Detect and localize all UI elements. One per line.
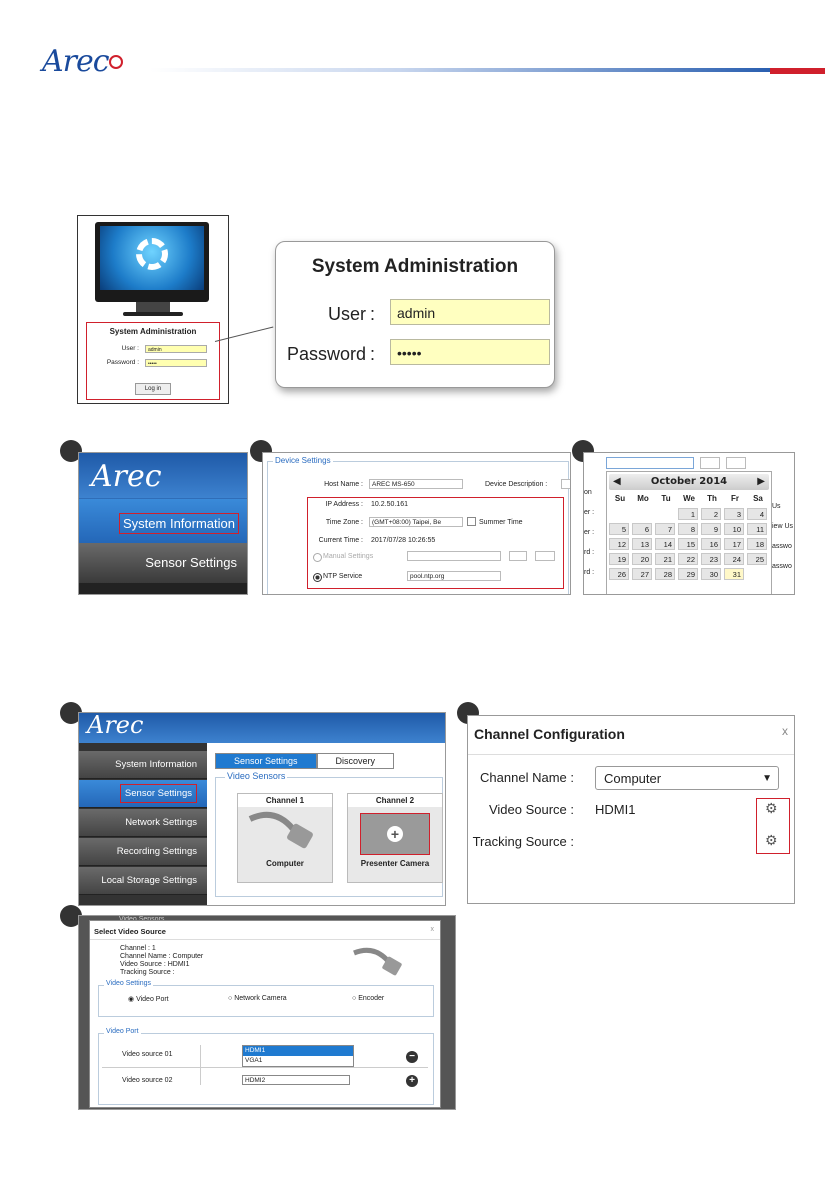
weekday-label: Sa xyxy=(753,494,763,503)
close-icon[interactable]: x xyxy=(782,724,788,738)
nav-panel-screenshot: Arec System Information Sensor Settings xyxy=(78,452,248,595)
manual-settings-radio[interactable] xyxy=(313,553,322,562)
password-input[interactable]: ••••• xyxy=(145,359,207,367)
sidebar-item-local-storage-settings[interactable]: Local Storage Settings xyxy=(79,867,207,895)
time-zone-select[interactable]: (GMT+08:00) Taipei, Be xyxy=(369,517,463,527)
calendar-day[interactable]: 25 xyxy=(747,553,767,565)
weekday-label: Tu xyxy=(661,494,671,503)
calendar-screenshot: on er : er : rd : rd : Us iew Us asswo asswo ◀ October 2014 ▶ Su Mo Tu We Th Fr Sa 1 2 3 4 5 6 7 8 9 10 11 12 13 14 15 16 17 18 19 20 21 22 23 24 25 26 27 28 29 30 31 xyxy=(583,452,795,595)
login-screenshot xyxy=(77,215,229,404)
calendar-day[interactable]: 17 xyxy=(724,538,744,550)
nav-sensor-settings[interactable]: Sensor Settings xyxy=(79,543,247,583)
select-video-source-screenshot xyxy=(78,915,456,1110)
calendar-day[interactable]: 23 xyxy=(701,553,721,565)
calendar-day[interactable]: 21 xyxy=(655,553,675,565)
calendar-day[interactable]: 14 xyxy=(655,538,675,550)
password-input-zoom[interactable]: ••••• xyxy=(390,339,550,365)
calendar-day[interactable]: 20 xyxy=(632,553,652,565)
gear-icon[interactable]: ⚙ xyxy=(765,832,778,848)
calendar-day[interactable]: 13 xyxy=(632,538,652,550)
calendar-day[interactable]: 11 xyxy=(747,523,767,535)
tab-discovery[interactable]: Discovery xyxy=(317,753,395,769)
chevron-down-icon: ▼ xyxy=(762,773,772,784)
video-source-01-dropdown[interactable] xyxy=(242,1045,354,1067)
weekday-label: We xyxy=(683,494,695,503)
device-description-input[interactable] xyxy=(561,479,571,489)
calendar-day[interactable]: 27 xyxy=(632,568,652,580)
gear-icon[interactable]: ⚙ xyxy=(765,800,778,816)
calendar-day[interactable]: 15 xyxy=(678,538,698,550)
option-vga1[interactable]: VGA1 xyxy=(245,1057,263,1064)
weekday-label: Fr xyxy=(731,494,739,503)
close-icon[interactable]: x xyxy=(430,926,434,933)
weekday-label: Mo xyxy=(637,494,649,503)
gear-icon xyxy=(136,238,168,270)
remove-source-icon[interactable]: − xyxy=(406,1051,418,1063)
calendar-day[interactable]: 8 xyxy=(678,523,698,535)
video-source-02-select[interactable]: HDMI2 xyxy=(242,1075,350,1085)
sidebar xyxy=(79,743,207,905)
calendar-day[interactable]: 3 xyxy=(724,508,744,520)
calendar-day[interactable]: 6 xyxy=(632,523,652,535)
summer-time-checkbox[interactable] xyxy=(467,517,476,526)
ntp-service-radio[interactable] xyxy=(313,573,322,582)
manual-date-input[interactable] xyxy=(407,551,501,561)
arec-logo: Arec xyxy=(42,44,123,79)
tab-sensor-settings[interactable]: Sensor Settings xyxy=(215,753,317,769)
monitor-graphic xyxy=(95,222,209,302)
header-rule xyxy=(150,68,770,72)
channel-name-select[interactable]: Computer ▼ xyxy=(595,766,779,790)
ntp-server-select[interactable]: pool.ntp.org xyxy=(407,571,501,581)
user-input-zoom[interactable]: admin xyxy=(390,299,550,325)
calendar-day[interactable]: 10 xyxy=(724,523,744,535)
manual-minute-input[interactable] xyxy=(535,551,555,561)
device-settings-screenshot: Device Settings Host Name : AREC MS-650 Device Description : IP Address : 10.2.50.161 Time Zone : (GMT+08:00) Taipei, Be Summer Time Current Time : 2017/07/28 10:26:55 Manual Settings NTP Service pool.ntp.org xyxy=(262,452,571,595)
tab-bar xyxy=(215,751,394,769)
weekday-label: Su xyxy=(614,494,626,503)
add-source-icon[interactable]: + xyxy=(406,1075,418,1087)
manual-hour-input[interactable] xyxy=(509,551,527,561)
calendar-day[interactable]: 7 xyxy=(655,523,675,535)
calendar-day[interactable]: 30 xyxy=(701,568,721,580)
date-picker: ◀ October 2014 ▶ Su Mo Tu We Th Fr Sa 1 2 3 4 5 6 7 8 9 10 11 12 13 14 15 16 17 18 19 20 21 22 23 24 25 26 27 28 29 30 31 xyxy=(606,471,772,595)
calendar-day[interactable]: 29 xyxy=(678,568,698,580)
user-input[interactable]: admin xyxy=(145,345,207,353)
minute-input[interactable] xyxy=(726,457,746,469)
hdmi-cable-icon xyxy=(238,807,332,859)
calendar-day[interactable]: 26 xyxy=(609,568,629,580)
header-accent-bar xyxy=(770,68,825,74)
weekday-label: Th xyxy=(707,494,717,503)
sensor-settings-screenshot: Arec System Information Sensor Settings Network Settings Recording Settings Local Storage Settings Sensor Settings Discovery Video Sensors Channel 1 Computer Channel 2 + Presenter Camera xyxy=(78,712,446,906)
calendar-day[interactable]: 12 xyxy=(609,538,629,550)
calendar-day[interactable]: 9 xyxy=(701,523,721,535)
sidebar-item-system-information[interactable]: System Information xyxy=(79,751,207,779)
login-form: System Administration User : admin Password : ••••• Log in xyxy=(86,322,220,400)
next-month-icon[interactable]: ▶ xyxy=(757,476,765,487)
host-name-input[interactable]: AREC MS-650 xyxy=(369,479,463,489)
calendar-day[interactable]: 31 xyxy=(724,568,744,580)
calendar-day[interactable]: 16 xyxy=(701,538,721,550)
sidebar-item-recording-settings[interactable]: Recording Settings xyxy=(79,838,207,866)
sidebar-item-sensor-settings[interactable]: Sensor Settings xyxy=(79,780,207,808)
add-source-icon[interactable]: + xyxy=(360,813,430,855)
encoder-radio[interactable]: ○ Encoder xyxy=(352,995,385,1002)
hdmi-cable-icon xyxy=(352,943,412,985)
nav-system-information[interactable]: System Information xyxy=(79,499,247,543)
channel-2-card[interactable]: Channel 2 + Presenter Camera xyxy=(347,793,443,883)
login-zoom-callout: System Administration User : admin Password : ••••• xyxy=(275,241,555,388)
calendar-day[interactable]: 22 xyxy=(678,553,698,565)
sidebar-item-network-settings[interactable]: Network Settings xyxy=(79,809,207,837)
calendar-day[interactable]: 1 xyxy=(678,508,698,520)
calendar-day[interactable]: 24 xyxy=(724,553,744,565)
hour-input[interactable] xyxy=(700,457,720,469)
network-camera-radio[interactable]: ○ Network Camera xyxy=(228,995,287,1002)
video-port-radio[interactable]: ◉ Video Port xyxy=(128,996,169,1003)
calendar-day[interactable]: 18 xyxy=(747,538,767,550)
channel-1-card[interactable]: Channel 1 Computer xyxy=(237,793,333,883)
calendar-day[interactable]: 19 xyxy=(609,553,629,565)
calendar-day[interactable]: 4 xyxy=(747,508,767,520)
prev-month-icon[interactable]: ◀ xyxy=(613,476,621,487)
date-input[interactable] xyxy=(606,457,694,469)
login-button[interactable]: Log in xyxy=(135,383,171,395)
calendar-day[interactable]: 2 xyxy=(701,508,721,520)
channel-configuration-dialog: Channel Configuration x Channel Name : Computer ▼ Video Source : HDMI1 Tracking Source : ⚙ ⚙ xyxy=(467,715,795,904)
calendar-day[interactable]: 5 xyxy=(609,523,629,535)
calendar-day[interactable]: 28 xyxy=(655,568,675,580)
select-video-source-dialog: Select Video Source x Channel : 1 Channel Name : Computer Video Source : HDMI1 Tracking Source : Video Settings ◉ Video Port ○ Network Camera ○ Encoder Video Port Video source 01 Video source 02 HDMI2 HDMI1 VGA1 − + xyxy=(89,920,441,1108)
option-hdmi1[interactable]: HDMI1 xyxy=(243,1046,353,1056)
